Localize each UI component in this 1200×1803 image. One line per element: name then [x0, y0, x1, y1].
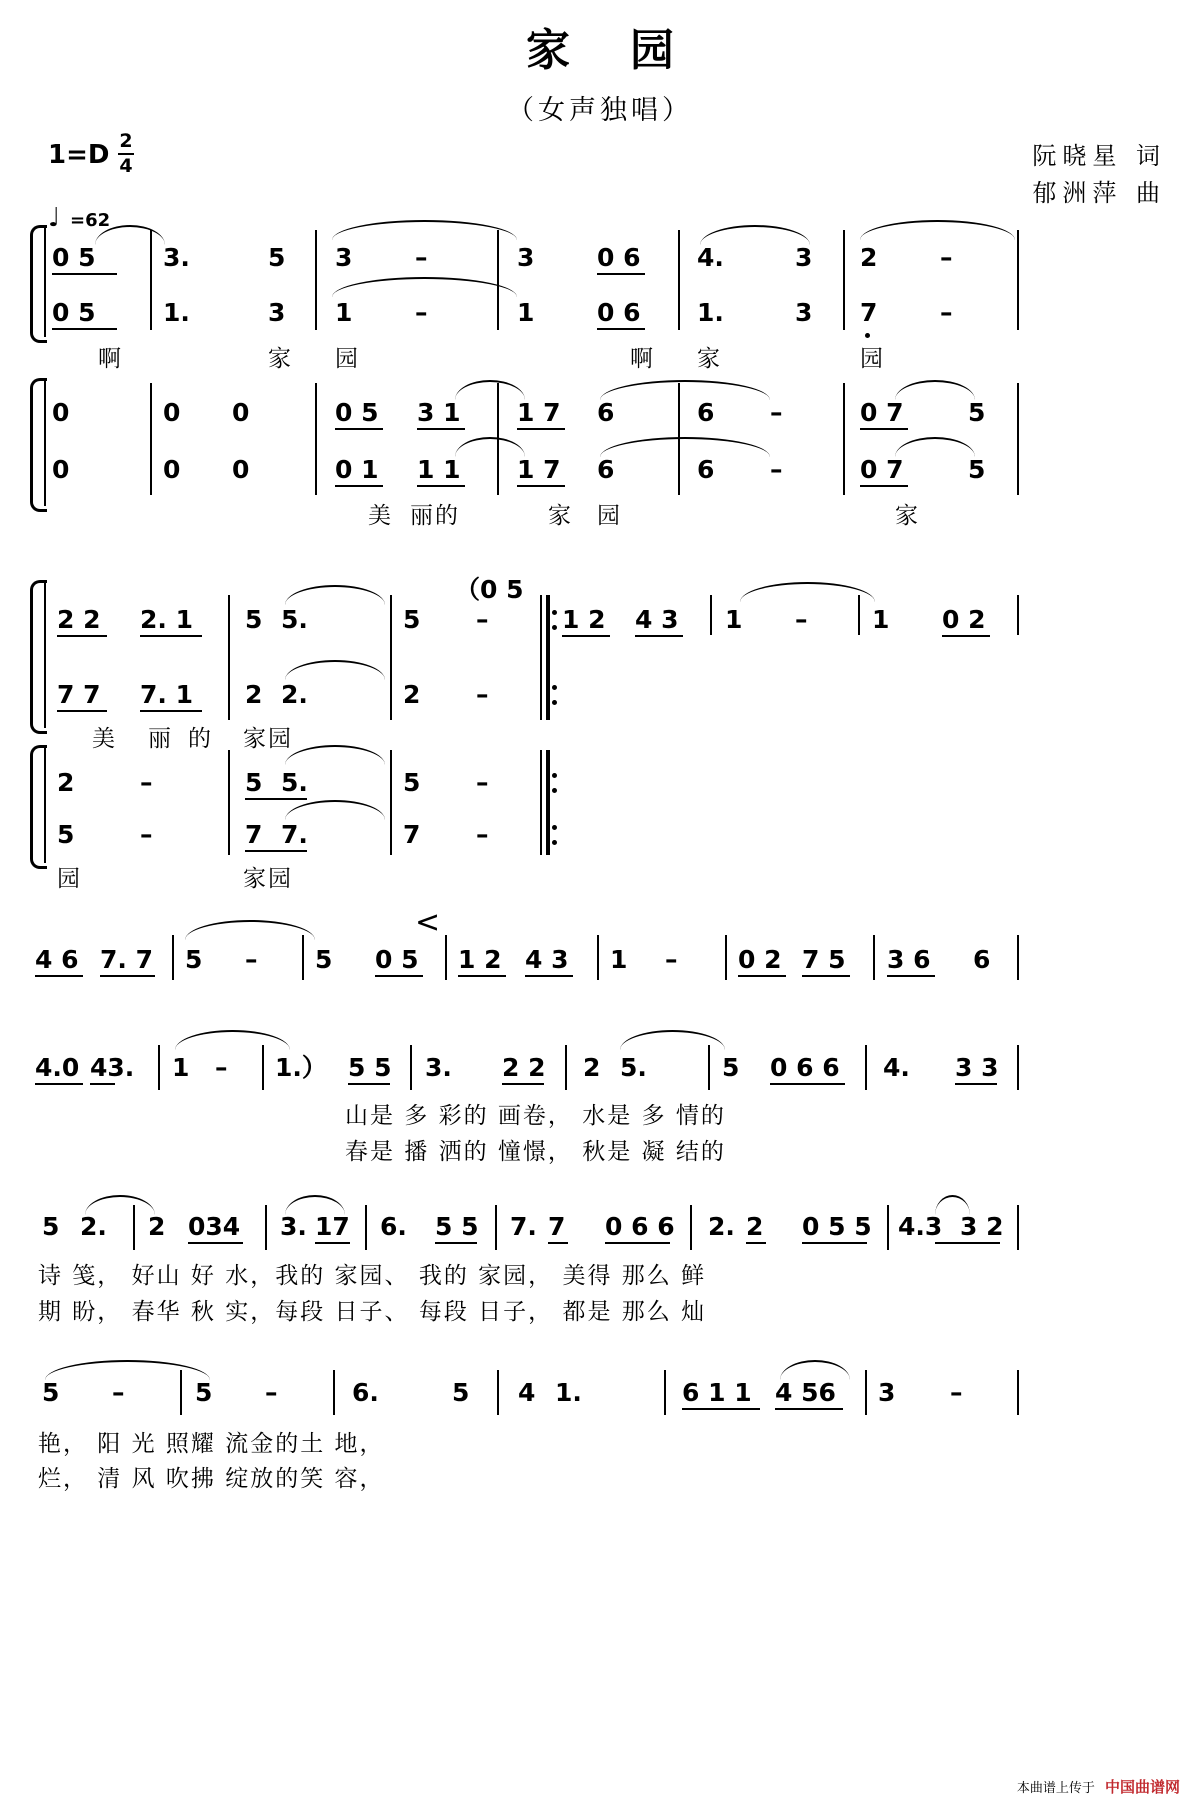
note: 4.0 — [35, 1053, 80, 1082]
note: 5 — [42, 1212, 60, 1241]
lyric: 家园 — [243, 726, 293, 752]
barline — [158, 1045, 160, 1090]
underline — [942, 635, 990, 637]
underline — [335, 485, 383, 487]
underline — [548, 1242, 568, 1244]
repeat-dot — [552, 685, 557, 690]
note: 2 — [860, 243, 878, 272]
underline — [955, 1083, 997, 1085]
note: 7 — [403, 820, 421, 849]
slur — [285, 585, 385, 605]
note: 5 — [403, 605, 421, 634]
note: 7. 1 — [140, 680, 193, 709]
lyric: 园 — [597, 503, 622, 529]
note: 0 7 — [860, 455, 904, 484]
note: 5 — [245, 605, 263, 634]
note: 1 2 — [458, 945, 502, 974]
quarter-note-icon: ♩ — [48, 203, 61, 233]
lyric-line-2: 烂， 清 风 吹拂 绽放的笑 容， — [38, 1466, 385, 1492]
note: 1. — [555, 1378, 582, 1407]
note: 5 — [268, 243, 286, 272]
note: 3 — [268, 298, 286, 327]
slur — [780, 1360, 850, 1380]
underline — [605, 1242, 670, 1244]
slur — [285, 800, 385, 820]
note: – — [770, 455, 783, 484]
subtitle: （女声独唱） — [507, 95, 693, 126]
repeat-dot — [552, 840, 557, 845]
underline — [597, 328, 645, 330]
underline — [90, 1083, 115, 1085]
barline — [315, 230, 317, 330]
underline — [57, 710, 107, 712]
note: – — [415, 298, 428, 327]
lyric-line-1: 艳， 阳 光 照耀 流金的土 地， — [38, 1431, 385, 1457]
repeat-barline — [546, 750, 550, 855]
note: 7 — [548, 1212, 566, 1241]
repeat-dot — [552, 773, 557, 778]
lyric: 园 — [335, 346, 360, 372]
note: 7 5 — [802, 945, 846, 974]
note: 4 — [518, 1378, 536, 1407]
lyric: 啊 — [98, 346, 123, 372]
barline — [565, 1045, 567, 1090]
note: 0 6 6 — [770, 1053, 840, 1082]
slur — [860, 220, 1015, 240]
note: 5 — [42, 1378, 60, 1407]
note: 2. — [281, 680, 308, 709]
note: 0 5 — [52, 243, 96, 272]
barline — [302, 935, 304, 980]
slur — [185, 920, 315, 940]
note: 5 — [57, 820, 75, 849]
barline — [540, 750, 542, 855]
underline — [35, 1083, 83, 1085]
note: 7 — [860, 298, 878, 327]
note: 6 — [697, 398, 715, 427]
composer: 郁洲萍 曲 — [1032, 179, 1166, 207]
underline — [140, 635, 202, 637]
lyric-line-2: 期 盼， 春华 秋 实，每段 日子、 每段 日子， 都是 那么 灿 — [38, 1299, 707, 1325]
underline — [802, 1242, 867, 1244]
note: 5. — [281, 605, 308, 634]
note: 5 — [968, 455, 986, 484]
note: 0 — [232, 455, 250, 484]
note: 1. — [163, 298, 190, 327]
barline — [664, 1370, 666, 1415]
note: 17 — [315, 1212, 350, 1241]
slur — [455, 380, 525, 400]
lyric: 家 — [895, 503, 920, 529]
note: 1. — [697, 298, 724, 327]
underline — [802, 975, 850, 977]
barline — [262, 1045, 264, 1090]
note: – — [940, 298, 953, 327]
barline — [333, 1370, 335, 1415]
note: 7. 7 — [100, 945, 153, 974]
note: 034 — [188, 1212, 241, 1241]
note: 1 — [872, 605, 890, 634]
note: – — [770, 398, 783, 427]
note: – — [415, 243, 428, 272]
barline — [865, 1045, 867, 1090]
note: 6 — [973, 945, 991, 974]
barline — [410, 1045, 412, 1090]
note: 3 6 — [887, 945, 931, 974]
note: 3 — [795, 298, 813, 327]
note: 0 7 — [860, 398, 904, 427]
slur — [455, 437, 525, 457]
note: 0 5 — [335, 398, 379, 427]
underline — [746, 1242, 766, 1244]
underline — [375, 975, 423, 977]
note: 5 — [195, 1378, 213, 1407]
note: – — [112, 1378, 125, 1407]
note: – — [795, 605, 808, 634]
barline — [228, 750, 230, 855]
underline — [435, 1242, 477, 1244]
underline — [635, 635, 683, 637]
note: – — [140, 768, 153, 797]
note: 0 2 — [942, 605, 986, 634]
underline — [525, 975, 573, 977]
underline — [52, 328, 117, 330]
note: 6 — [697, 455, 715, 484]
note: 0 — [52, 398, 70, 427]
barline — [228, 595, 230, 720]
tempo-value: =62 — [70, 210, 111, 231]
note: 1 2 — [562, 605, 606, 634]
underline — [935, 1242, 1000, 1244]
barline — [44, 745, 46, 863]
note: 2. — [80, 1212, 107, 1241]
underline — [597, 273, 645, 275]
lyric: 美 — [368, 503, 393, 529]
note: 1 — [335, 298, 353, 327]
note: 0 — [163, 455, 181, 484]
note: 5. — [620, 1053, 647, 1082]
time-signature — [118, 131, 134, 177]
note: – — [215, 1053, 228, 1082]
lyric: 家园 — [243, 866, 293, 892]
barline — [495, 1205, 497, 1250]
underline — [682, 1408, 760, 1410]
slur — [600, 380, 770, 400]
barline — [180, 1370, 182, 1415]
barline — [1017, 595, 1019, 635]
footer-text: 本曲谱上传于 — [1016, 1781, 1095, 1796]
note: 1 7 — [517, 455, 561, 484]
underline — [860, 485, 908, 487]
note: 3 — [517, 243, 535, 272]
barline — [843, 383, 845, 495]
underline — [52, 273, 117, 275]
underline — [775, 1408, 843, 1410]
note: 7 7 — [57, 680, 101, 709]
note: 1 7 — [517, 398, 561, 427]
lyric: 家 — [268, 346, 293, 372]
underline — [770, 1083, 845, 1085]
lyric: 家 — [697, 346, 722, 372]
note: 3. — [163, 243, 190, 272]
lyric: 美 — [92, 726, 117, 752]
lyric: 园 — [57, 866, 82, 892]
barline — [1017, 383, 1019, 495]
note: – — [245, 945, 258, 974]
note: 5 — [452, 1378, 470, 1407]
lyricist: 阮晓星 词 — [1032, 142, 1166, 170]
underline — [245, 798, 307, 800]
underline — [517, 485, 565, 487]
barline — [150, 383, 152, 495]
song-title: 家园 — [526, 25, 734, 76]
barline — [597, 935, 599, 980]
note: 6. — [380, 1212, 407, 1241]
site-logo[interactable]: 中国曲谱网 — [1104, 1778, 1180, 1796]
note: 4. — [883, 1053, 910, 1082]
barline — [172, 935, 174, 980]
footer — [1017, 1776, 1180, 1797]
note: – — [476, 680, 489, 709]
slur — [175, 1030, 290, 1050]
lyric: 家 — [548, 503, 573, 529]
barline — [690, 1205, 692, 1250]
barline — [708, 1045, 710, 1090]
note: 3 1 — [417, 398, 461, 427]
lower-octave-dot — [865, 333, 870, 338]
crescendo-icon: < — [415, 905, 441, 940]
note: 5 — [722, 1053, 740, 1082]
note: 5 — [403, 768, 421, 797]
note: 2 2 — [502, 1053, 546, 1082]
note: 0 6 6 — [605, 1212, 675, 1241]
slur — [332, 277, 517, 297]
barline — [150, 230, 152, 330]
barline — [44, 580, 46, 728]
repeat-dot — [552, 825, 557, 830]
note: 0 6 — [597, 243, 641, 272]
note: 5 — [245, 768, 263, 797]
barline — [1017, 1370, 1019, 1415]
note: – — [950, 1378, 963, 1407]
note: 4. — [697, 243, 724, 272]
barline — [1017, 230, 1019, 330]
credits — [1032, 138, 1166, 212]
note: 5 — [315, 945, 333, 974]
note: 1 — [610, 945, 628, 974]
note: – — [476, 768, 489, 797]
note: – — [140, 820, 153, 849]
lyric: 丽的 — [410, 503, 460, 529]
barline — [445, 935, 447, 980]
note: 6 — [597, 398, 615, 427]
barline — [390, 750, 392, 855]
note: 5 — [185, 945, 203, 974]
barline — [865, 1370, 867, 1415]
underline — [57, 635, 107, 637]
slur — [285, 745, 385, 765]
underline — [315, 1242, 350, 1244]
note: 1.） — [275, 1053, 327, 1082]
repeat-dot — [552, 610, 557, 615]
note: 4 56 — [775, 1378, 836, 1407]
note: 0 5 — [375, 945, 419, 974]
underline — [860, 428, 908, 430]
note: 5. — [281, 768, 308, 797]
barline — [1017, 1045, 1019, 1090]
lyric-line-1: 山是 多 彩的 画卷， 水是 多 情的 — [345, 1103, 726, 1129]
time-sig-bottom: 4 — [119, 155, 133, 177]
note: 7 — [245, 820, 263, 849]
slur — [700, 225, 810, 245]
note: 2 — [245, 680, 263, 709]
note: 2 — [148, 1212, 166, 1241]
time-sig-top: 2 — [119, 130, 133, 152]
note: 43. — [90, 1053, 135, 1082]
note: 1 1 — [417, 455, 461, 484]
underline — [458, 975, 506, 977]
barline — [678, 230, 680, 330]
lyric-line-1: 诗 笺， 好山 好 水，我的 家园、 我的 家园， 美得 那么 鲜 — [38, 1263, 707, 1289]
underline — [562, 635, 610, 637]
note: 2. — [708, 1212, 735, 1241]
note: 3. — [425, 1053, 452, 1082]
note: – — [476, 605, 489, 634]
barline — [873, 935, 875, 980]
note: – — [265, 1378, 278, 1407]
lyric: 丽 — [148, 726, 173, 752]
lyric: 的 — [188, 726, 213, 752]
underline — [100, 975, 155, 977]
note: 5 5 — [435, 1212, 479, 1241]
note: 0 2 — [738, 945, 782, 974]
underline — [335, 428, 383, 430]
barline — [133, 1205, 135, 1250]
note: – — [665, 945, 678, 974]
note: 4 3 — [525, 945, 569, 974]
barline — [265, 1205, 267, 1250]
barline — [497, 230, 499, 330]
barline — [1017, 1205, 1019, 1250]
note: 3 — [335, 243, 353, 272]
slur — [895, 380, 975, 400]
key-signature: 1=D — [48, 140, 110, 170]
note: 2 2 — [57, 605, 101, 634]
note: 3 — [878, 1378, 896, 1407]
underline — [140, 710, 202, 712]
slur — [600, 437, 770, 457]
lyric: 园 — [860, 346, 885, 372]
note: 7. — [510, 1212, 537, 1241]
underline — [35, 975, 83, 977]
note: 2 — [57, 768, 75, 797]
repeat-barline — [546, 595, 550, 720]
note: 3. — [280, 1212, 307, 1241]
slur — [895, 437, 975, 457]
barline — [887, 1205, 889, 1250]
lyric-line-2: 春是 播 洒的 憧憬， 秋是 凝 结的 — [345, 1139, 726, 1165]
note: 4 6 — [35, 945, 79, 974]
repeat-dot — [552, 700, 557, 705]
slur — [45, 1360, 210, 1380]
lyric: 啊 — [630, 346, 655, 372]
note: 5 — [968, 398, 986, 427]
underline — [517, 428, 565, 430]
slur — [285, 660, 385, 680]
note: 0 5 5 — [802, 1212, 872, 1241]
barline — [44, 378, 46, 506]
underline — [245, 850, 307, 852]
barline — [540, 595, 542, 720]
underline — [417, 428, 465, 430]
note: 2 — [583, 1053, 601, 1082]
barline — [365, 1205, 367, 1250]
note: 2 — [403, 680, 421, 709]
note: 6 1 1 — [682, 1378, 752, 1407]
repeat-dot — [552, 788, 557, 793]
note: 0 5 — [52, 298, 96, 327]
underline — [502, 1083, 544, 1085]
note: 4.3 — [898, 1212, 943, 1241]
note: – — [940, 243, 953, 272]
note: 0 6 — [597, 298, 641, 327]
underline — [887, 975, 935, 977]
barline — [497, 1370, 499, 1415]
underline — [738, 975, 786, 977]
underline — [188, 1242, 243, 1244]
barline — [710, 595, 712, 635]
note: 0 — [232, 398, 250, 427]
barline — [725, 935, 727, 980]
barline — [390, 595, 392, 720]
note: 7. — [281, 820, 308, 849]
note: 4 3 — [635, 605, 679, 634]
barline — [1017, 935, 1019, 980]
note: 3 2 — [960, 1212, 1004, 1241]
note: 3 — [795, 243, 813, 272]
slur — [740, 582, 875, 602]
note: 1 — [517, 298, 535, 327]
note: 6 — [597, 455, 615, 484]
note: 0 1 — [335, 455, 379, 484]
note: 5 5 — [348, 1053, 392, 1082]
note: （0 5 — [455, 575, 524, 604]
slur — [332, 220, 517, 240]
underline — [417, 485, 465, 487]
note: 6. — [352, 1378, 379, 1407]
note: 1 — [725, 605, 743, 634]
note: 1 — [172, 1053, 190, 1082]
note: – — [476, 820, 489, 849]
note: 3 3 — [955, 1053, 999, 1082]
barline — [315, 383, 317, 495]
note: 0 — [163, 398, 181, 427]
note: 0 — [52, 455, 70, 484]
underline — [348, 1083, 390, 1085]
repeat-dot — [552, 625, 557, 630]
barline — [843, 230, 845, 330]
note: 2 — [746, 1212, 764, 1241]
note: 2. 1 — [140, 605, 193, 634]
barline — [44, 225, 46, 337]
